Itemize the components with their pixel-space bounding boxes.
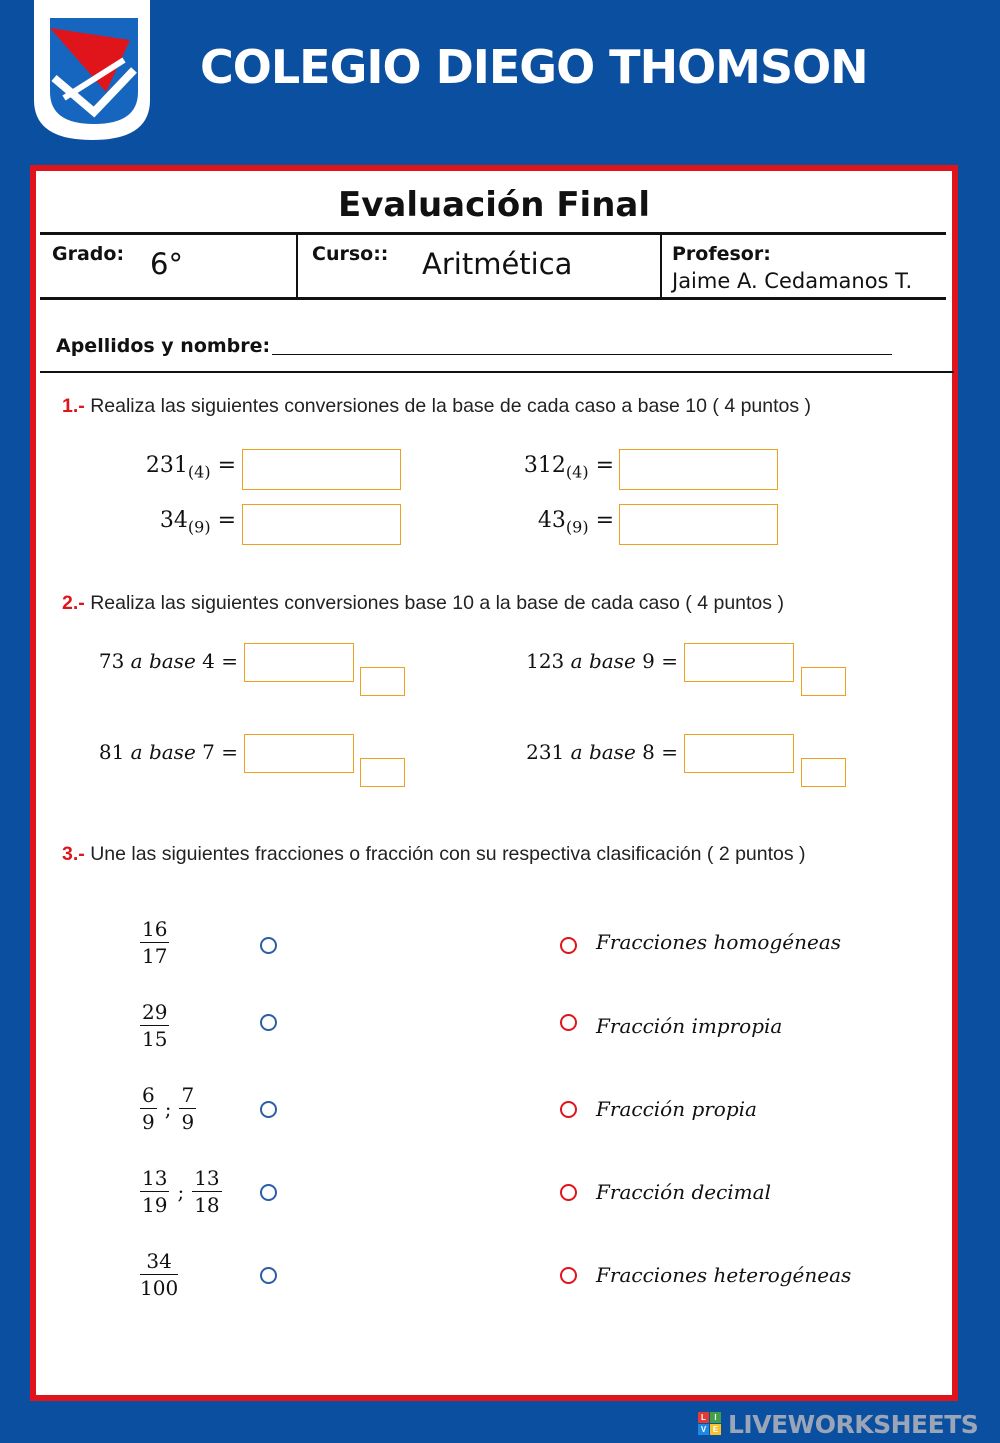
classification-label: Fracciones heterogéneas (596, 1263, 852, 1287)
question-number: 1.- (62, 395, 85, 417)
q1-expression: $43_{(9)}$ = (537, 508, 614, 537)
grado-value: 6° (150, 247, 183, 281)
header-divider (660, 233, 662, 299)
liveworksheets-logo-icon: L I V E (698, 1412, 722, 1436)
fraction-item: $\frac{29}{15}$ (142, 1000, 168, 1051)
q2-answer-input[interactable] (684, 643, 794, 682)
match-dot-left[interactable] (260, 1101, 277, 1118)
section-rule (40, 371, 954, 373)
worksheet (30, 165, 958, 1401)
fraction-item: $\frac{13}{19}$ ; $\frac{13}{18}$ (142, 1166, 220, 1217)
name-field[interactable] (272, 354, 892, 355)
q2-answer-input[interactable] (244, 643, 354, 682)
grado-label: Grado: (52, 243, 125, 265)
q1-answer-input[interactable] (242, 449, 401, 490)
q2-expression: 123 a base 9 = (526, 649, 678, 673)
liveworksheets-watermark (698, 1410, 998, 1438)
profesor-label: Profesor: (672, 243, 771, 265)
school-banner (0, 0, 1000, 160)
match-dot-left[interactable] (260, 1267, 277, 1284)
question-text: Realiza las siguientes conversiones de la base de cada caso a base 10 ( 4 puntos ) (90, 395, 812, 417)
match-dot-left[interactable] (260, 1184, 277, 1201)
school-name: COLEGIO DIEGO THOMSON (200, 40, 868, 94)
question-1 (62, 395, 811, 418)
header-divider (296, 233, 298, 299)
match-dot-right[interactable] (560, 1184, 577, 1201)
q1-expression: $34_{(9)}$ = (159, 508, 236, 537)
q1-answer-input[interactable] (619, 504, 778, 545)
q2-expression: 73 a base 4 = (98, 649, 238, 673)
profesor-value: Jaime A. Cedamanos T. (672, 269, 913, 293)
question-text: Une las siguientes fracciones o fracción con su respectiva clasificación ( 2 puntos ) (90, 843, 806, 865)
fraction-item: $\frac{6}{9}$ ; $\frac{7}{9}$ (142, 1083, 195, 1134)
classification-label: Fracción propia (596, 1097, 757, 1121)
name-label: Apellidos y nombre: (56, 335, 271, 357)
header-top-rule (40, 232, 946, 235)
question-2 (62, 592, 784, 615)
curso-value: Aritmética (422, 247, 573, 281)
match-dot-right[interactable] (560, 1014, 577, 1031)
classification-label: Fracción decimal (596, 1180, 771, 1204)
q2-base-input[interactable] (360, 667, 405, 696)
q2-base-input[interactable] (801, 758, 846, 787)
q2-expression: 81 a base 7 = (98, 740, 238, 764)
question-number: 3.- (62, 843, 85, 865)
page-title: Evaluación Final (337, 185, 651, 225)
q2-answer-input[interactable] (244, 734, 354, 773)
header-bottom-rule (40, 297, 946, 300)
fraction-item: $\frac{34}{100}$ (140, 1249, 179, 1300)
curso-label: Curso:: (312, 243, 389, 265)
question-text: Realiza las siguientes conversiones base 10 a la base de cada caso ( 4 puntos ) (90, 592, 784, 614)
classification-label: Fracciones homogéneas (596, 930, 842, 954)
watermark-text: LIVEWORKSHEETS (728, 1410, 979, 1439)
q1-expression: $312_{(4)}$ = (523, 453, 614, 482)
q1-expression: $231_{(4)}$ = (145, 453, 236, 482)
q2-answer-input[interactable] (684, 734, 794, 773)
classification-label: Fracción impropia (596, 1014, 783, 1038)
question-3 (62, 843, 806, 866)
q2-base-input[interactable] (801, 667, 846, 696)
school-crest-icon (34, 0, 150, 140)
q2-expression: 231 a base 8 = (526, 740, 678, 764)
question-number: 2.- (62, 592, 85, 614)
q1-answer-input[interactable] (619, 449, 778, 490)
q2-base-input[interactable] (360, 758, 405, 787)
q1-answer-input[interactable] (242, 504, 401, 545)
match-dot-left[interactable] (260, 937, 277, 954)
match-dot-right[interactable] (560, 937, 577, 954)
match-dot-right[interactable] (560, 1267, 577, 1284)
match-dot-right[interactable] (560, 1101, 577, 1118)
fraction-item: $\frac{16}{17}$ (142, 917, 168, 968)
match-dot-left[interactable] (260, 1014, 277, 1031)
